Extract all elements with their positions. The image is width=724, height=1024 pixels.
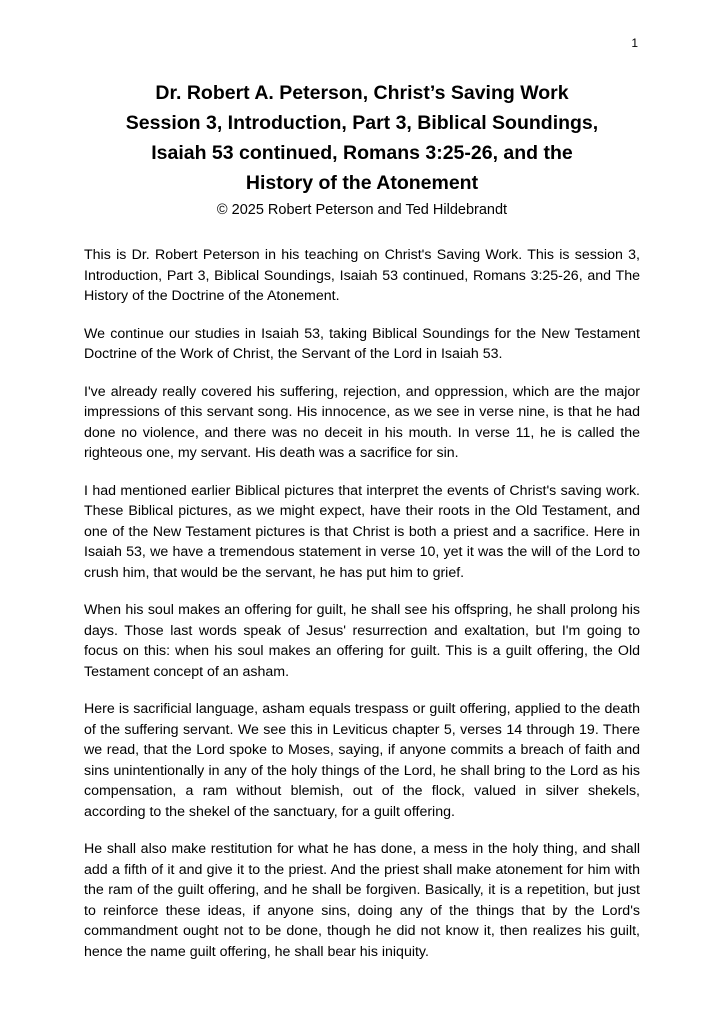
title-line-1: Dr. Robert A. Peterson, Christ’s Saving Work — [155, 82, 569, 104]
document-title-block — [84, 78, 640, 221]
paragraph-1: This is Dr. Robert Peterson in his teaching on Christ's Saving Work. This is session 3, Introduction, Part 3, Biblical Soundings, Isaiah 53 continued, Romans 3:25-26, and The History of the Doctrine of the Atonement. — [84, 247, 640, 304]
paragraph-3: I've already really covered his suffering, rejection, and oppression, which are the major impressions of this servant song. His innocence, as we see in verse nine, is that he had done no violence, and there was no deceit in his mouth. In verse 11, he is called the righteous one, my servant. His death was a sacrifice for sin. — [84, 383, 640, 461]
title-line-4: History of the Atonement — [245, 172, 479, 194]
paragraph-6: Here is sacrificial language, asham equals trespass or guilt offering, applied to the death of the suffering servant. We see this in Leviticus chapter 5, verses 14 through 19. There we read, that the Lord spoke to Moses, saying, if anyone commits a breach of faith and sins unintentionally in any of the holy things of the Lord, he shall bring to the Lord as his compensation, a ram without blemish, out of the flock, valued in silver shekels, according to the shekel of the sanctuary, for a guilt offering. — [84, 701, 640, 820]
copyright-line: © 2025 Robert Peterson and Ted Hildebrandt — [216, 202, 508, 218]
paragraph-7: He shall also make restitution for what he has done, a mess in the holy thing, and shall add a fifth of it and give it to the priest. And the priest shall make atonement for him with the ram of the guilt offering, and he shall be forgiven. Basically, it is a repetition, but just to reinforce these ideas, if anyone sins, doing any of the things that by the Lord's commandment ought not to be done, though he did not know it, then realizes his guilt, hence the name guilt offering, he shall bear his iniquity. — [84, 841, 640, 960]
paragraph-5: When his soul makes an offering for guilt, he shall see his offspring, he shall prolong his days. Those last words speak of Jesus' resurrection and exaltation, but I'm going to focus on this: when his soul makes an offering for guilt. This is a guilt offering, the Old Testament concept of an asham. — [84, 602, 640, 680]
title-line-2: Session 3, Introduction, Part 3, Biblical Soundings, — [125, 112, 599, 134]
paragraph-2: We continue our studies in Isaiah 53, taking Biblical Soundings for the New Testament Doctrine of the Work of Christ, the Servant of the Lord in Isaiah 53. — [84, 325, 640, 362]
paragraph-4: I had mentioned earlier Biblical pictures that interpret the events of Christ's saving work. These Biblical pictures, as we might expect, have their roots in the Old Testament, and one of the New Testament pictures is that Christ is both a priest and a sacrifice. Here in Isaiah 53, we have a tremendous statement in verse 10, yet it was the will of the Lord to crush him, that would be the servant, he has put him to grief. — [84, 482, 640, 581]
document-body — [84, 245, 640, 962]
page-number: 1 — [631, 36, 638, 50]
title-line-3: Isaiah 53 continued, Romans 3:25-26, and the — [151, 142, 573, 164]
